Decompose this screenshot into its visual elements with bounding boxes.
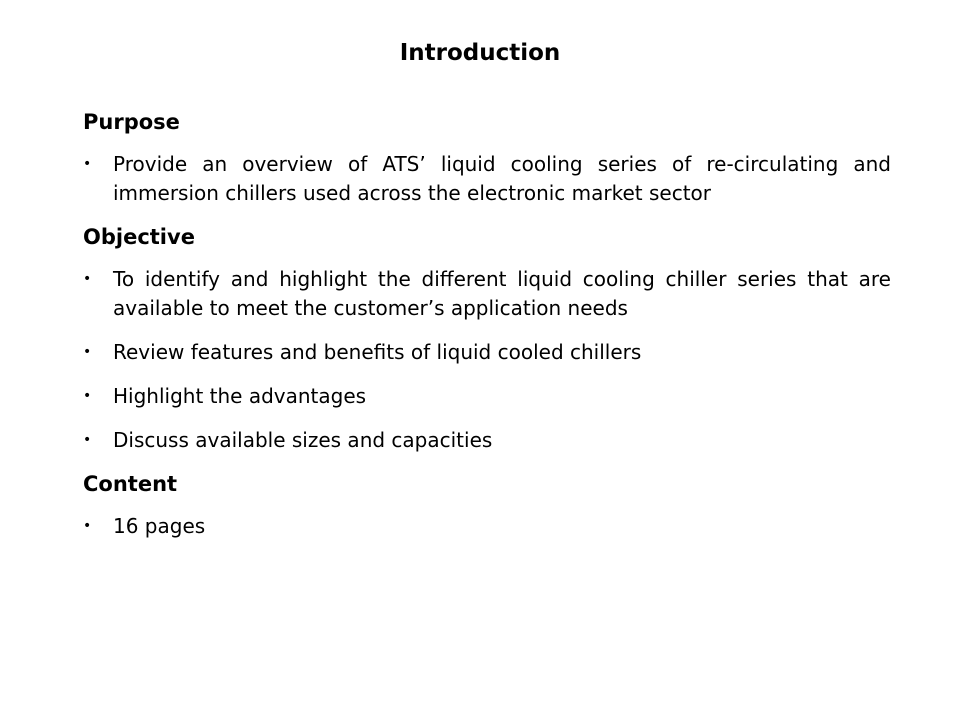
bullet-text: 16 pages xyxy=(113,514,206,538)
bullet-list-objective xyxy=(83,265,891,455)
bullet-item xyxy=(83,426,891,455)
section-content xyxy=(83,470,891,541)
bullet-dot-icon: • xyxy=(83,388,92,404)
bullet-item xyxy=(83,265,891,323)
slide-content xyxy=(83,108,891,556)
section-heading-purpose: Purpose xyxy=(83,110,180,134)
bullet-dot-icon: • xyxy=(83,518,92,534)
bullet-text: Discuss available sizes and capacities xyxy=(113,428,493,452)
bullet-text: Review features and benefits of liquid cooled chillers xyxy=(113,340,642,364)
bullet-list-purpose xyxy=(83,150,891,208)
bullet-list-content xyxy=(83,512,891,541)
section-heading-objective: Objective xyxy=(83,225,195,249)
bullet-text: To identify and highlight the different liquid cooling chiller series that are available to meet the customer’s application needs xyxy=(113,267,891,320)
bullet-dot-icon: • xyxy=(83,432,92,448)
bullet-dot-icon: • xyxy=(83,344,92,360)
bullet-item xyxy=(83,150,891,208)
section-objective xyxy=(83,223,891,455)
bullet-dot-icon: • xyxy=(83,156,92,172)
bullet-text: Provide an overview of ATS’ liquid cooling series of re-circulating and immersion chillers used across the electronic market sector xyxy=(113,152,891,205)
section-heading-content: Content xyxy=(83,472,178,496)
bullet-text: Highlight the advantages xyxy=(113,384,367,408)
section-purpose xyxy=(83,108,891,208)
bullet-item xyxy=(83,382,891,411)
bullet-item xyxy=(83,338,891,367)
bullet-item xyxy=(83,512,891,541)
bullet-dot-icon: • xyxy=(83,271,92,287)
slide-title: Introduction xyxy=(399,40,561,66)
